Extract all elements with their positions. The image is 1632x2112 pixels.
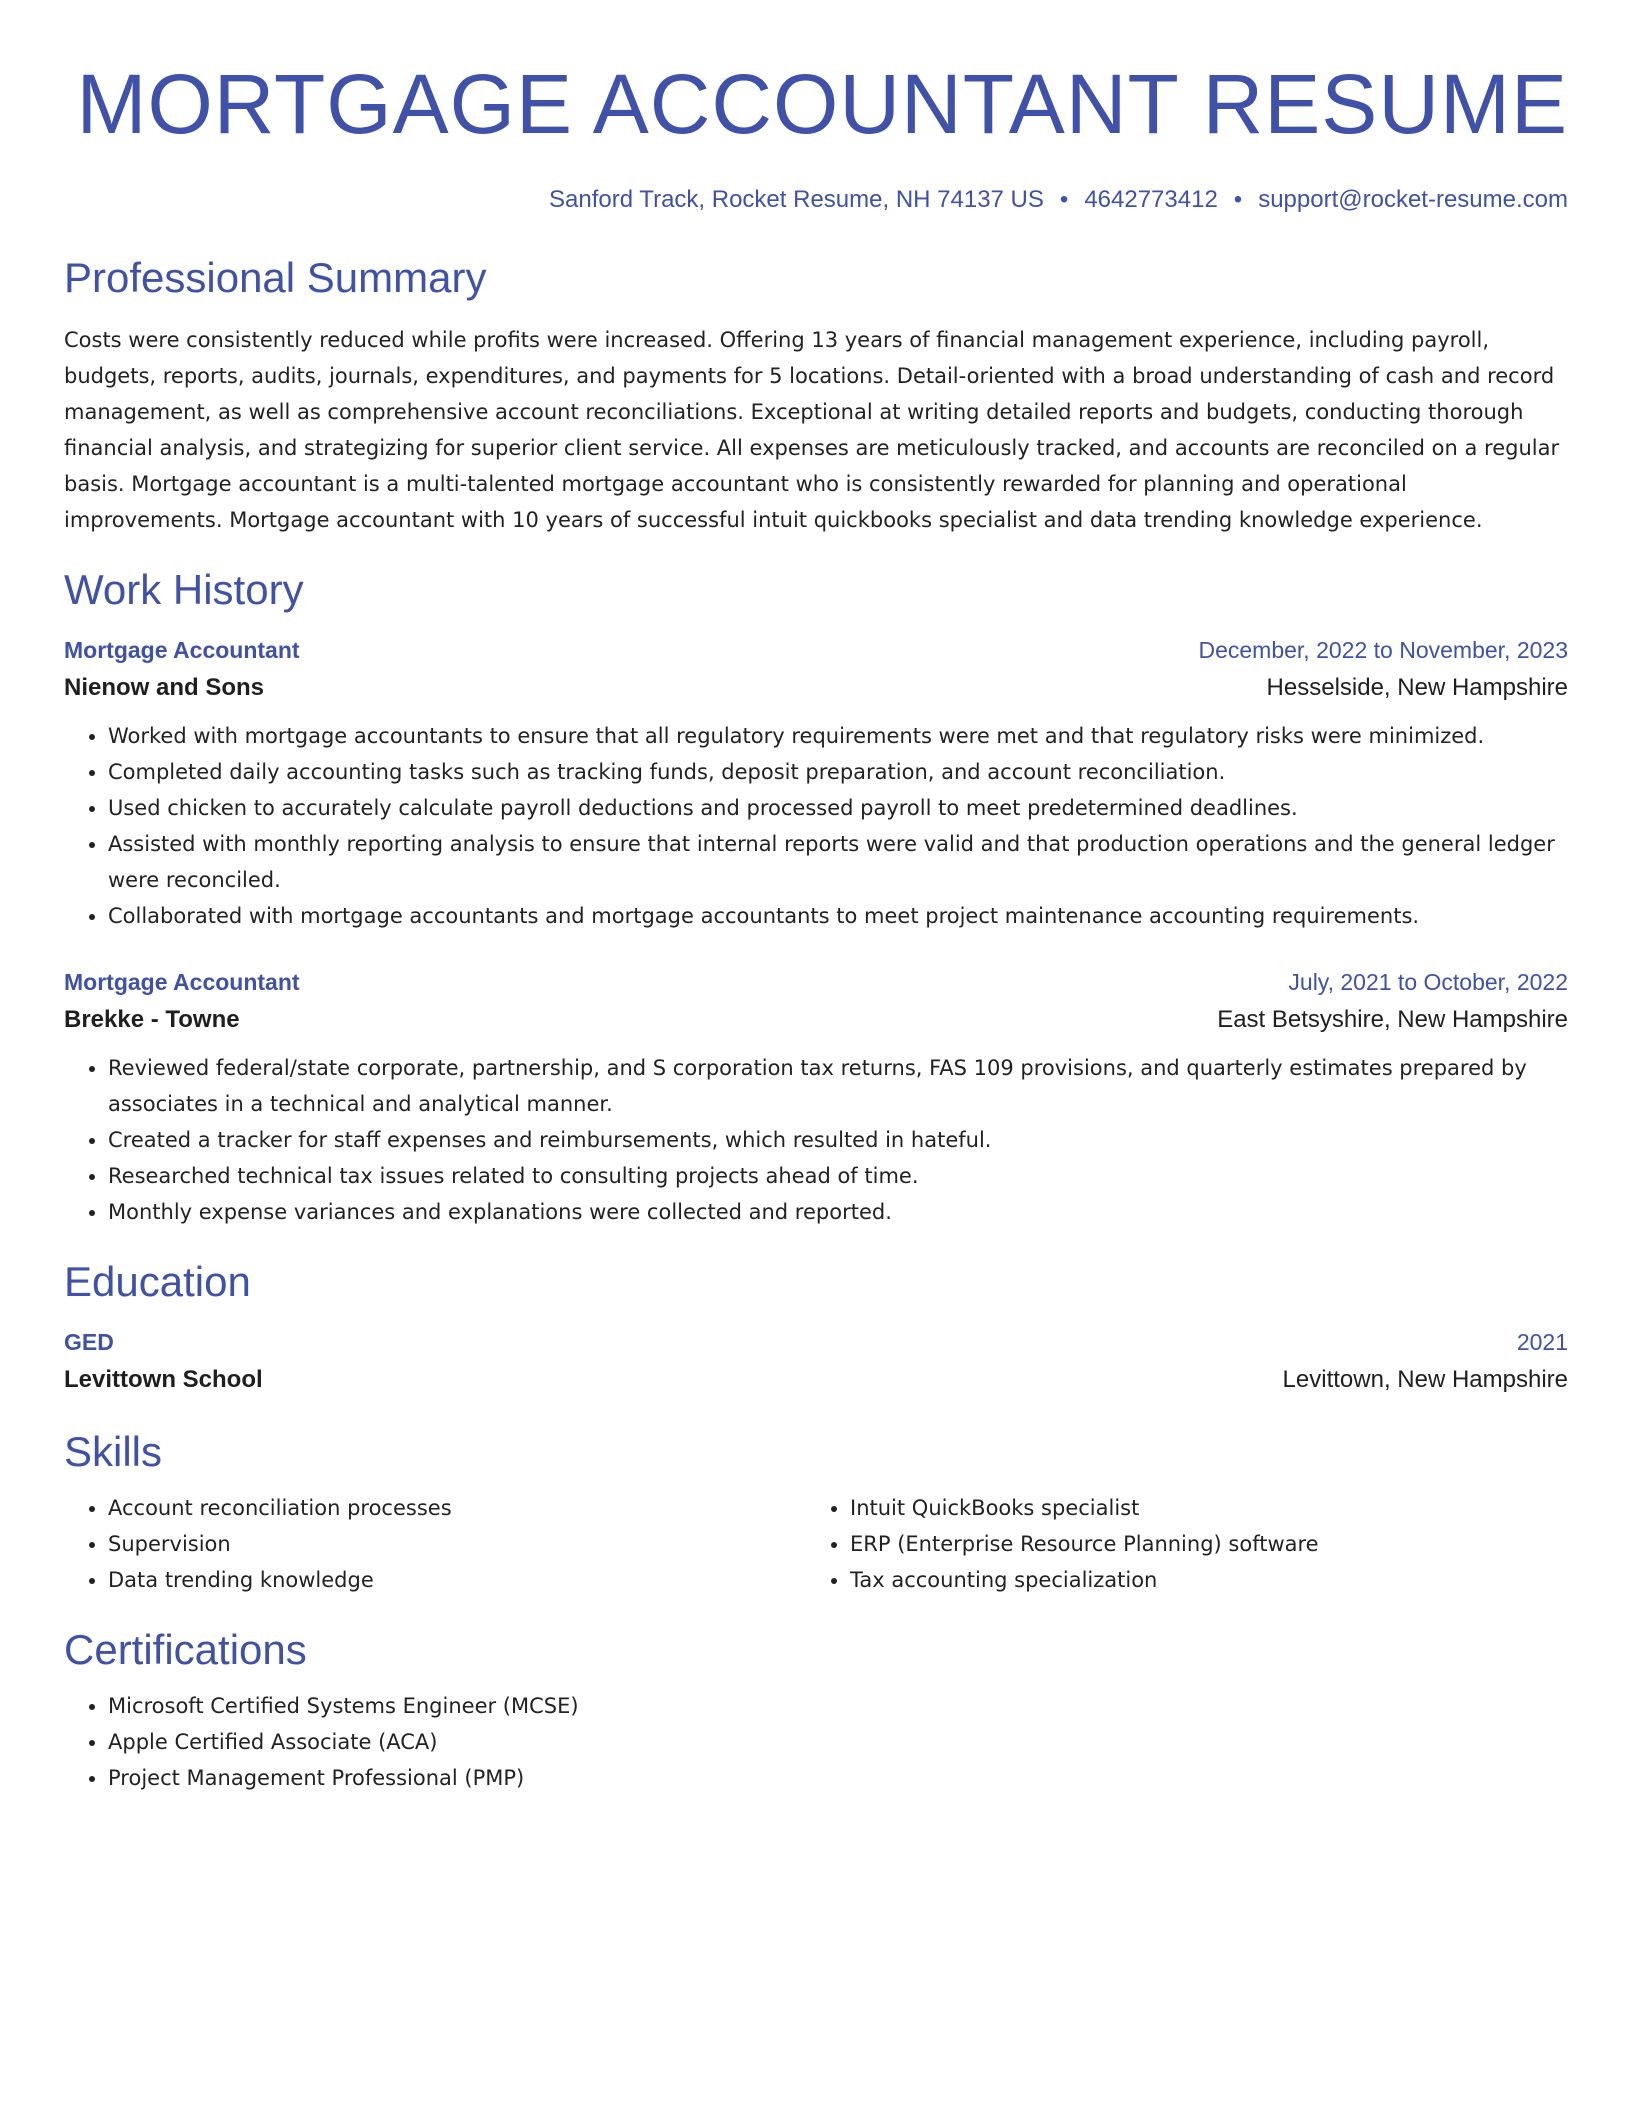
contact-separator: •	[1059, 186, 1069, 213]
job-bullet: • Created a tracker for staff expenses and reimbursements, which resulted in hateful.	[108, 1122, 1568, 1158]
certification-item: • Apple Certified Associate (ACA)	[108, 1724, 1568, 1760]
job-bullet: • Researched technical tax issues related to consulting projects ahead of time.	[108, 1158, 1568, 1194]
job-dates: December, 2022 to November, 2023	[1198, 637, 1568, 663]
skills-section	[64, 1426, 1568, 1598]
job-company-row	[64, 668, 1568, 708]
education-entry	[64, 1324, 1568, 1400]
job-entry	[64, 964, 1568, 1230]
work-history-section	[64, 564, 1568, 1230]
certifications-list	[64, 1688, 1568, 1796]
job-location: East Betsyshire, New Hampshire	[1217, 1006, 1568, 1033]
contact-separator: •	[1233, 186, 1243, 213]
contact-address: Sanford Track, Rocket Resume, NH 74137 US	[549, 186, 1044, 213]
education-year: 2021	[1516, 1329, 1568, 1355]
education-heading: Education	[64, 1258, 251, 1305]
certifications-heading: Certifications	[64, 1626, 307, 1673]
education-degree: GED	[64, 1329, 114, 1355]
certifications-section	[64, 1624, 1568, 1796]
education-school-row	[64, 1360, 1568, 1400]
job-location: Hesselside, New Hampshire	[1266, 674, 1568, 701]
job-title: Mortgage Accountant	[64, 969, 300, 995]
skill-item: • Data trending knowledge	[108, 1562, 806, 1598]
resume-page	[64, 0, 1568, 1796]
contact-email[interactable]: support@rocket-resume.com	[1258, 186, 1568, 213]
summary-text: Costs were consistently reduced while profits were increased. Offering 13 years of financial management experience, including payroll, budgets, reports, audits, journals, expenditures, and payments for 5 locations. Detail-oriented with a broad understanding of cash and record management, as well as comprehensive account reconciliations. Exceptional at writing detailed reports and budgets, conducting thorough financial analysis, and strategizing for superior client service. All expenses are meticulously tracked, and accounts are reconciled on a regular basis. Mortgage accountant is a multi-talented mortgage accountant who is consistently rewarded for planning and operational improvements. Mortgage accountant with 10 years of successful intuit quickbooks specialist and data trending knowledge experience.	[64, 328, 1560, 532]
job-bullet: • Reviewed federal/state corporate, partnership, and S corporation tax returns, FAS 109 provisions, and quarterly estimates prepared by associates in a technical and analytical manner.	[108, 1050, 1568, 1122]
job-bullet: • Used chicken to accurately calculate payroll deductions and processed payroll to meet predetermined deadlines.	[108, 790, 1568, 826]
job-entry	[64, 632, 1568, 934]
resume-title: MORTGAGE ACCOUNTANT RESUME	[76, 57, 1568, 151]
job-company: Brekke - Towne	[64, 1006, 240, 1033]
skills-right-column	[806, 1490, 1548, 1598]
education-section	[64, 1256, 1568, 1400]
skills-heading: Skills	[64, 1428, 163, 1475]
job-company-row	[64, 1000, 1568, 1040]
skill-item: • ERP (Enterprise Resource Planning) software	[850, 1526, 1548, 1562]
education-school: Levittown School	[64, 1366, 263, 1393]
summary-heading: Professional Summary	[64, 254, 487, 301]
job-title: Mortgage Accountant	[64, 637, 300, 663]
skill-item: • Supervision	[108, 1526, 806, 1562]
skills-grid	[64, 1490, 1568, 1598]
job-bullet: • Completed daily accounting tasks such as tracking funds, deposit preparation, and account reconciliation.	[108, 754, 1568, 790]
job-header-row	[64, 964, 1568, 1000]
education-location: Levittown, New Hampshire	[1282, 1366, 1568, 1393]
skill-item: • Intuit QuickBooks specialist	[850, 1490, 1548, 1526]
job-bullet: • Assisted with monthly reporting analysis to ensure that internal reports were valid and that production operations and the general ledger were reconciled.	[108, 826, 1568, 898]
certification-item: • Microsoft Certified Systems Engineer (MCSE)	[108, 1688, 1568, 1724]
job-bullets	[64, 718, 1568, 934]
job-bullet: • Collaborated with mortgage accountants and mortgage accountants to meet project maintenance accounting requirements.	[108, 898, 1568, 934]
job-company: Nienow and Sons	[64, 674, 265, 701]
skill-item: • Account reconciliation processes	[108, 1490, 806, 1526]
job-bullets	[64, 1050, 1568, 1230]
contact-phone[interactable]: 4642773412	[1084, 186, 1218, 213]
summary-section	[64, 252, 1568, 538]
job-bullet: • Worked with mortgage accountants to ensure that all regulatory requirements were met and that regulatory risks were minimized.	[108, 718, 1568, 754]
skill-item: • Tax accounting specialization	[850, 1562, 1548, 1598]
job-header-row	[64, 632, 1568, 668]
education-header-row	[64, 1324, 1568, 1360]
work-history-heading: Work History	[64, 566, 304, 613]
certification-item: • Project Management Professional (PMP)	[108, 1760, 1568, 1796]
contact-line	[64, 184, 1568, 216]
job-dates: July, 2021 to October, 2022	[1288, 969, 1568, 995]
job-bullet: • Monthly expense variances and explanations were collected and reported.	[108, 1194, 1568, 1230]
skills-left-column	[64, 1490, 806, 1598]
